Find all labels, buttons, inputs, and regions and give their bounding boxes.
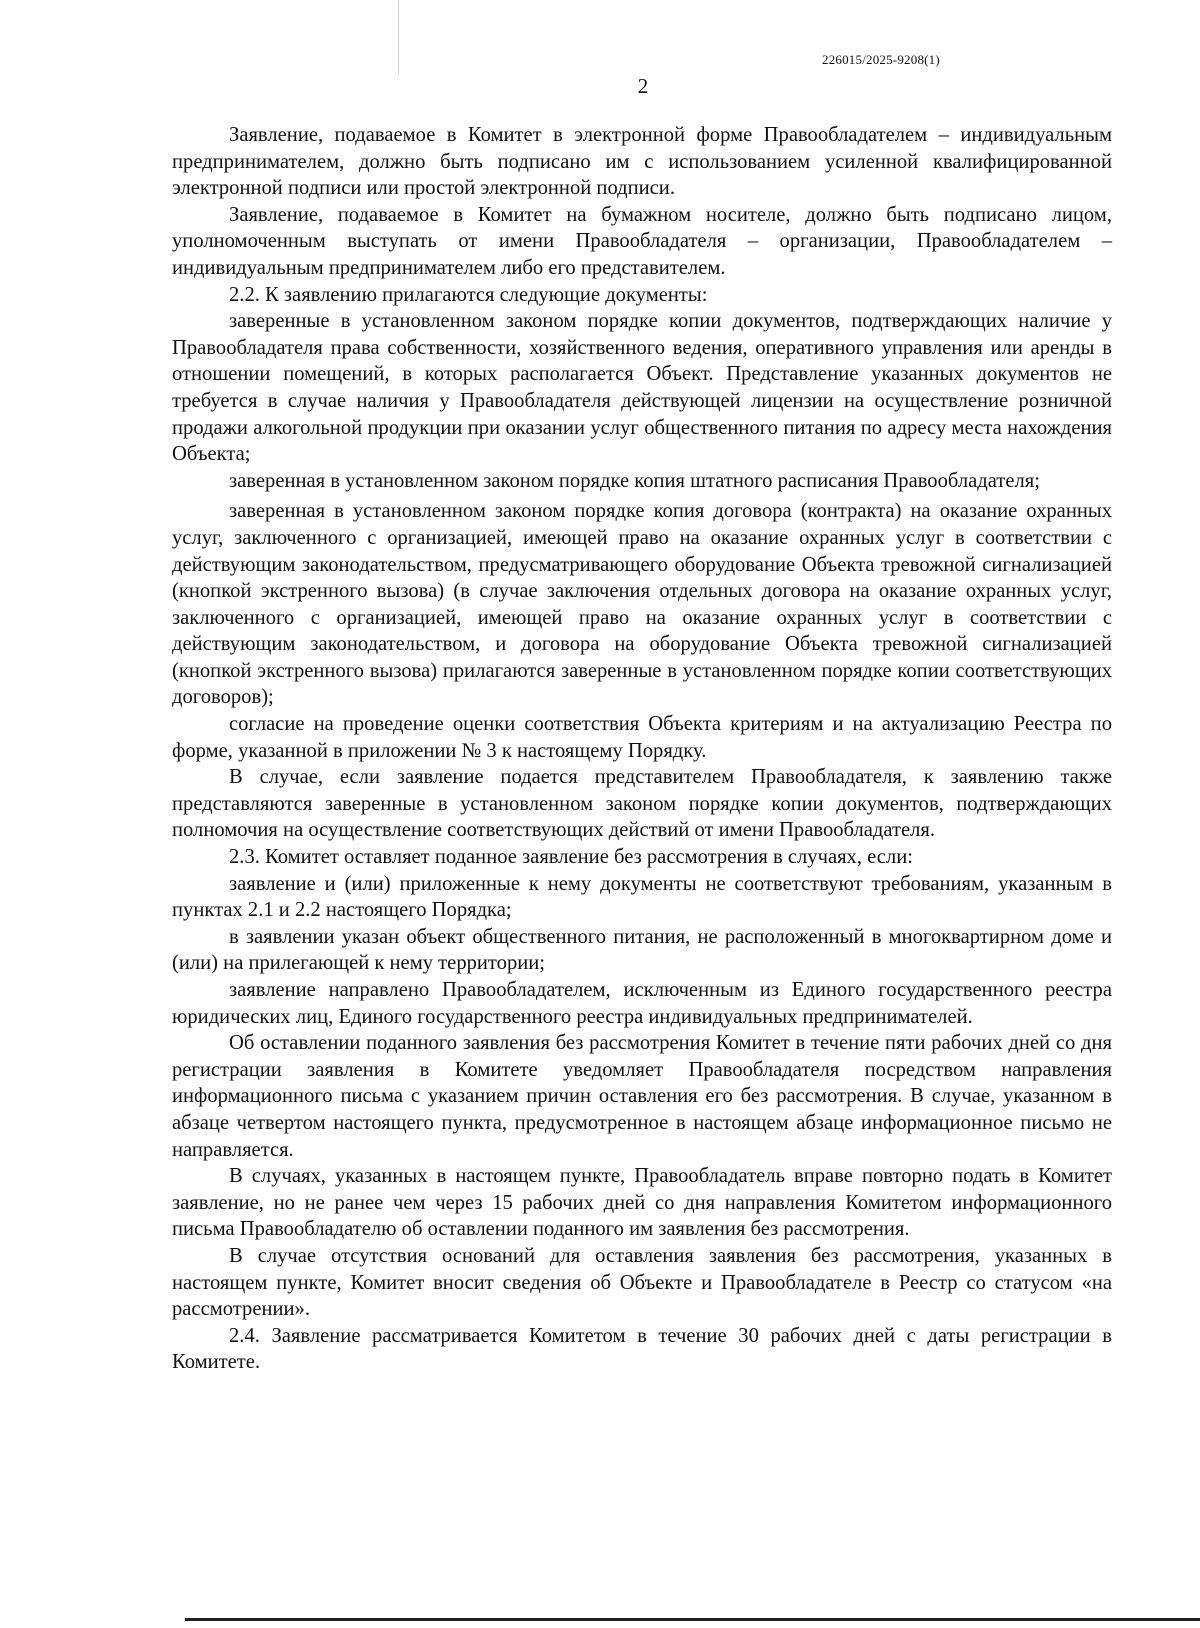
paragraph: заявление направлено Правообладателем, исключенным из Единого государственного реестра юридических лиц, Единого государственного реестра индивидуальных предпринимателей. — [172, 979, 1112, 1028]
paragraph: Заявление, подаваемое в Комитет на бумажном носителе, должно быть подписано лицом, уполномоченным выступать от имени Правообладателя – организации, Правообладателем – индивидуальным предпринимателем либо его представителем. — [172, 203, 1112, 279]
paragraph: 2.4. Заявление рассматривается Комитетом в течение 30 рабочих дней с даты регистрации в Комитете. — [172, 1324, 1112, 1374]
paragraph: в заявлении указан объект общественного питания, не расположенный в многоквартирном доме и (или) на прилегающей к нему территории; — [172, 925, 1112, 975]
paragraph: Заявление, подаваемое в Комитет в электронной форме Правообладателем – индивидуальным предпринимателем, должно быть подписано им с использованием усиленной квалифицированной электронной подписи или простой электронной подписи. — [172, 124, 1112, 200]
scan-artifact-line — [398, 0, 399, 74]
paragraph: В случае, если заявление подается представителем Правообладателя, к заявлению также представляются заверенные в установленном законом порядке копии документов, подтверждающих полномочия на осуществление соответствующих действий от имени Правообладателя. — [172, 766, 1112, 842]
paragraph: 2.2. К заявлению прилагаются следующие документы: — [229, 283, 708, 306]
document-number: 226015/2025-9208(1) — [822, 52, 940, 67]
page-number: 2 — [637, 74, 649, 98]
paragraph: В случае отсутствия оснований для оставления заявления без рассмотрения, указанных в настоящем пункте, Комитет вносит сведения об Объекте и Правообладателе в Реестр со статусом «на рассмотрении». — [172, 1244, 1112, 1321]
paragraph: заверенные в установленном законом порядке копии документов, подтверждающих наличие у Правообладателя права собственности, хозяйственного ведения, оперативного управления или аренды в отношении помещений, в которых располагается Объект. Представление указанных документов не требуется в случае наличия у Правообладателя действующей лицензии на осуществление розничной продажи алкогольной продукции при оказании услуг общественного питания по адресу места нахождения Объекта; — [172, 310, 1112, 466]
paragraph: Об оставлении поданного заявления без рассмотрения Комитет в течение пяти рабочих дней со дня регистрации заявления в Комитете уведомляет Правообладателя посредством направления информационного письма с указанием причин оставления его без рассмотрения. В случае, указанном в абзаце четвертом настоящего пункта, предусмотренное в настоящем абзаце информационное письмо не направляется. — [172, 1032, 1112, 1161]
document-body — [172, 122, 1112, 1376]
paragraph: В случаях, указанных в настоящем пункте, Правообладатель вправе повторно подать в Комитет заявление, но не ранее чем через 15 рабочих дней со дня направления Комитетом информационного письма Правообладателю об оставлении поданного им заявления без рассмотрения. — [172, 1165, 1112, 1241]
paragraph: согласие на проведение оценки соответствия Объекта критериям и на актуализацию Реестра по форме, указанной в приложении № 3 к настоящему Порядку. — [172, 713, 1112, 762]
paragraph: заверенная в установленном законом порядке копия договора (контракта) на оказание охранных услуг, заключенного с организацией, имеющей право на оказание охранных услуг в соответствии с действующим законодательством, предусматривающего оборудование Объекта тревожной сигнализацией (кнопкой экстренного вызова) (в случае заключения отдельных договора на оказание охранных услуг, заключенного с организацией, имеющей право на оказание охранных услуг в соответствии с действующим законодательством, и договора на оборудование Объекта тревожной сигнализацией (кнопкой экстренного вызова) прилагаются заверенные в установленном порядке копии соответствующих договоров); — [172, 500, 1112, 709]
scan-edge-line — [185, 1618, 1200, 1621]
paragraph: заверенная в установленном законом порядке копия штатного расписания Правообладателя; — [229, 469, 1040, 492]
paragraph: заявление и (или) приложенные к нему документы не соответствуют требованиям, указанным в пунктах 2.1 и 2.2 настоящего Порядка; — [172, 872, 1112, 922]
paragraph: 2.3. Комитет оставляет поданное заявление без рассмотрения в случаях, если: — [229, 846, 913, 869]
